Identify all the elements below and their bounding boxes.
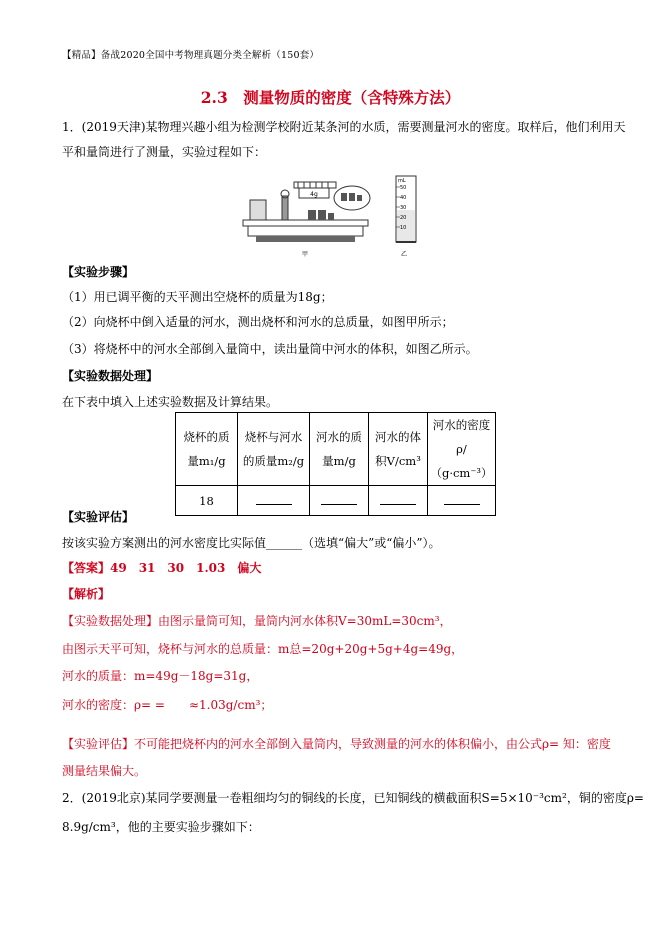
question-1-text-line2: 平和量筒进行了测量，实验过程如下：: [62, 145, 267, 159]
data-heading: 【实验数据处理】: [62, 369, 159, 383]
eval-heading: 【实验评估】: [62, 510, 135, 524]
table-header-cell: 烧杯的质 量m₁/g: [176, 413, 238, 486]
analysis-line-2: 由图示天平可知，烧杯与河水的总质量：m总=20g+20g+5g+4g=49g，: [62, 642, 464, 656]
tick-30: 30: [400, 205, 407, 211]
table-header-cell: 河水的体 积V/cm³: [369, 413, 428, 486]
step-2: （2）向烧杯中倒入适量的河水，测出烧杯和河水的总质量，如图甲所示；: [62, 315, 454, 329]
tick-40: 40: [400, 195, 407, 201]
table-header-cell: 河水的密度 ρ/（g·cm⁻³）: [428, 413, 496, 486]
table-cell-blank: [369, 486, 428, 516]
eval-text: 按该实验方案测出的河水密度比实际值______（选填“偏大”或“偏小”）。: [62, 536, 441, 550]
answer-line: 【答案】49 31 30 1.03 偏大: [62, 561, 262, 575]
analysis-line-4: 河水的密度：ρ= = ≈1.03g/cm³；: [62, 698, 273, 712]
figure-caption-left: 甲: [302, 251, 309, 258]
analysis-heading: 【解析】: [62, 587, 111, 601]
step-1: （1）用已调平衡的天平测出空烧杯的质量为18g；: [62, 290, 333, 304]
question-1-text-line1: 1．(2019天津)某物理兴趣小组为检测学校附近某条河的水质，需要测量河水的密度。取样后，他们利用天: [62, 120, 626, 134]
table-cell-blank: [428, 486, 496, 516]
analysis-line-1: 【实验数据处理】由图示量筒可知，量筒内河水体积V=30mL=30cm³，: [62, 614, 452, 628]
table-header-cell: 烧杯与河水 的质量m₂/g: [238, 413, 310, 486]
question-2-text-line2: 8.9g/cm³，他的主要实验步骤如下：: [62, 820, 260, 834]
document-header: 【精品】备战2020全国中考物理真题分类全解析（150套）: [62, 50, 320, 61]
balance-figure: [238, 176, 373, 256]
question-2-text-line1: 2．(2019北京)某同学要测量一卷粗细均匀的铜线的长度，已知铜线的横截面积S=5×10⁻³cm²，铜的密度ρ=: [62, 791, 644, 805]
figure-caption-right: 乙: [401, 251, 408, 258]
analysis-line-6: 测量结果偏大。: [62, 764, 147, 778]
tick-20: 20: [400, 215, 407, 221]
analysis-line-3: 河水的质量：m=49g－18g=31g，: [62, 669, 259, 683]
tick-50: 50: [400, 185, 407, 191]
table-cell-blank: [238, 486, 310, 516]
section-title: 2.3 测量物质的密度（含特殊方法）: [200, 88, 461, 107]
beaker-shape: [250, 200, 266, 220]
scale-reading: 4g: [310, 191, 318, 198]
table-cell-blank: [310, 486, 369, 516]
table-header-cell: 河水的质 量m/g: [310, 413, 369, 486]
cylinder-figure: [392, 174, 422, 246]
step-3: （3）将烧杯中的河水全部倒入量筒中，读出量筒中河水的体积，如图乙所示。: [62, 342, 478, 356]
analysis-line-5: 【实验评估】不可能把烧杯内的河水全部倒入量筒内，导致测量的河水的体积偏小，由公式ρ= 知：密度: [62, 737, 611, 751]
table-cell: 18: [176, 486, 238, 516]
steps-heading: 【实验步骤】: [62, 265, 135, 279]
data-intro: 在下表中填入上述实验数据及计算结果。: [62, 395, 279, 409]
tick-10: 10: [400, 225, 407, 231]
data-table: [175, 412, 496, 516]
cylinder-unit: mL: [398, 178, 406, 184]
